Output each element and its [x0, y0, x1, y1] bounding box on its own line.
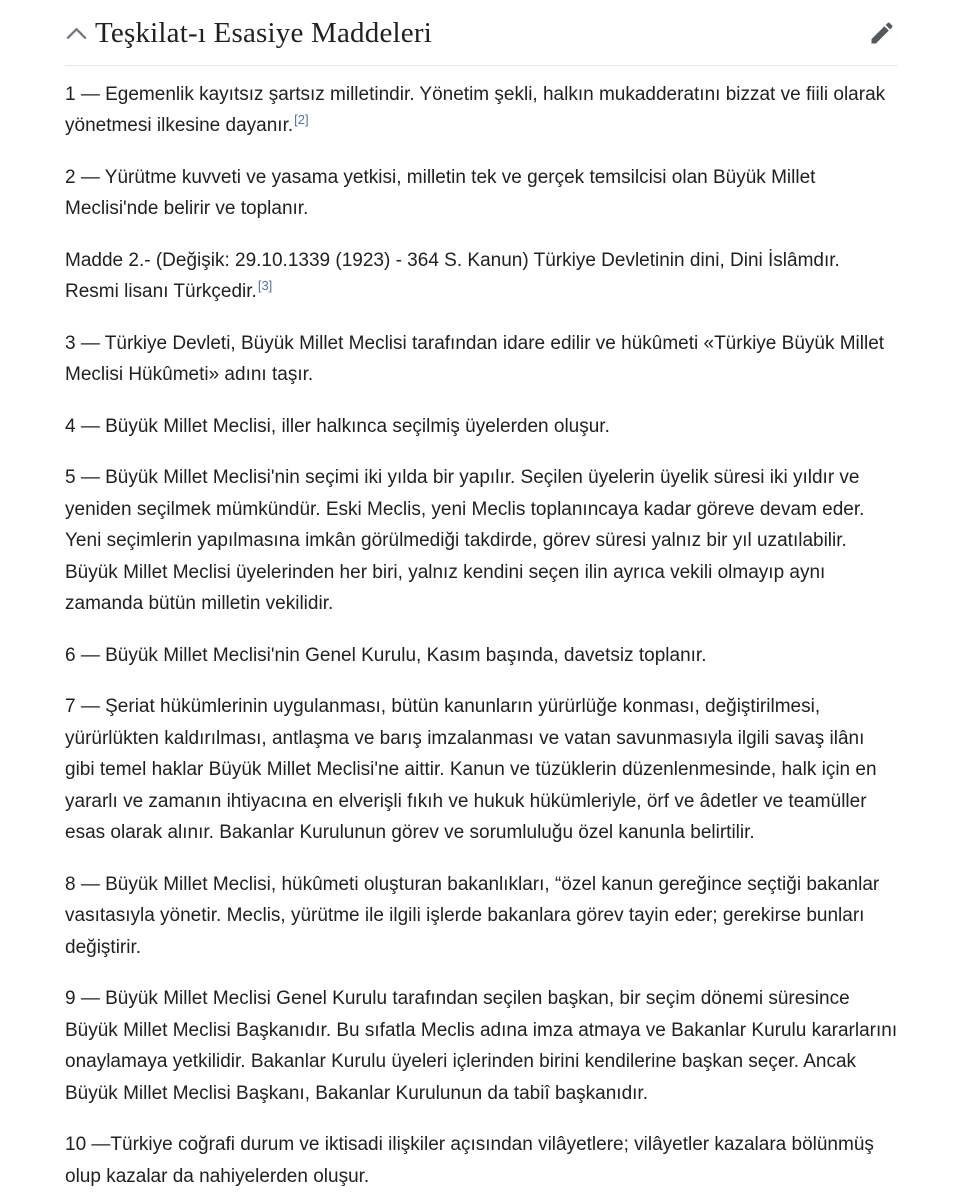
chevron-up-icon[interactable]: [65, 25, 88, 41]
article-text: 3 — Türkiye Devleti, Büyük Millet Meclisi tarafından idare edilir ve hükûmeti «Türkiye Büyük Millet Meclisi Hükûmeti» adını taşır.: [65, 332, 885, 386]
article-paragraph: [65, 328, 898, 391]
article-paragraph: [65, 162, 898, 225]
article-text: 1 — Egemenlik kayıtsız şartsız milletindir. Yönetim şekli, halkın mukadderatını bizzat ve fiili olarak yönetmesi ilkesine dayanır.: [65, 83, 886, 137]
article-paragraph: [65, 245, 898, 308]
reference-link[interactable]: [2]: [294, 112, 309, 128]
article-text: 4 — Büyük Millet Meclisi, iller halkınca seçilmiş üyelerden oluşur.: [65, 415, 610, 437]
article-paragraph: [65, 869, 898, 964]
article-paragraph: [65, 983, 898, 1109]
article-paragraph: [65, 691, 898, 849]
section-title: Teşkilat-ı Esasiye Maddeleri: [95, 17, 432, 49]
article-text: 2 — Yürütme kuvveti ve yasama yetkisi, milletin tek ve gerçek temsilcisi olan Büyük Millet Meclisi'nde belirir ve toplanır.: [65, 166, 816, 220]
section-content: [65, 66, 898, 1193]
article-paragraph: [65, 79, 898, 142]
article-text: Madde 2.- (Değişik: 29.10.1339 (1923) - 364 S. Kanun) Türkiye Devletinin dini, Dini İslâmdır. Resmi lisanı Türkçedir.: [65, 249, 840, 303]
article-text: 10 —Türkiye coğrafi durum ve iktisadi ilişkiler açısından vilâyetlere; vilâyetler kazalara bölünmüş olup kazalar da nahiyelerden oluşur.: [65, 1134, 874, 1187]
article-text: 8 — Büyük Millet Meclisi, hükûmeti oluşturan bakanlıkları, “özel kanun gereğince seçtiği bakanlar vasıtasıyla yönetir. Meclis, yürütme ile ilgili işlerde bakanlara görev tayin eder; gerekirse bunları değiştirir.: [65, 873, 880, 958]
article-text: 5 — Büyük Millet Meclisi'nin seçimi iki yılda bir yapılır. Seçilen üyelerin üyelik süresi iki yıldır ve yeniden seçilmek mümkündür. Eski Meclis, yeni Meclis toplanıncaya kadar göreve devam eder. Yeni seçimlerin yapılmasına imkân görülmediği takdirde, görev süresi yalnız bir yıl uzatılabilir. Büyük Millet Meclisi üyelerinden her biri, yalnız kendini seçen ilin ayrıca vekili olmayıp aynı zamanda bütün milletin vekilidir.: [65, 467, 865, 615]
article-paragraph: [65, 411, 898, 443]
section-header[interactable]: [65, 0, 898, 66]
article-text: 7 — Şeriat hükümlerinin uygulanması, bütün kanunların yürürlüğe konması, değiştirilmesi, yürürlükten kaldırılması, antlaşma ve barış imzalanması ve vatan savunmasıyla ilgili savaş ilânı gibi temel haklar Büyük Millet Meclisi'ne aittir. Kanun ve tüzüklerin düzenlenmesinde, halk için en yararlı ve zamanın ihtiyacına en elverişli fıkıh ve hukuk hükümleriyle, örf ve âdetler ve teamüller esas olarak alınır. Bakanlar Kurulunun görev ve sorumluluğu özel kanunla belirtilir.: [65, 696, 877, 844]
edit-pencil-icon[interactable]: [866, 17, 898, 49]
article-text: 9 — Büyük Millet Meclisi Genel Kurulu tarafından seçilen başkan, bir seçim dönemi süresince Büyük Millet Meclisi Başkanıdır. Bu sıfatla Meclis adına imza atmaya ve Bakanlar Kurulu kararlarını onaylamaya yetkilidir. Bakanlar Kurulu üyeleri içlerinden birini kendilerine başkan seçer. Ancak Büyük Millet Meclisi Başkanı, Bakanlar Kurulunun da tabiî başkanıdır.: [65, 988, 898, 1104]
article-paragraph: [65, 1129, 898, 1192]
reference-link[interactable]: [3]: [257, 278, 273, 294]
article-paragraph: [65, 462, 898, 620]
article-paragraph: [65, 640, 898, 672]
article-text: 6 — Büyük Millet Meclisi'nin Genel Kurulu, Kasım başında, davetsiz toplanır.: [65, 644, 707, 666]
